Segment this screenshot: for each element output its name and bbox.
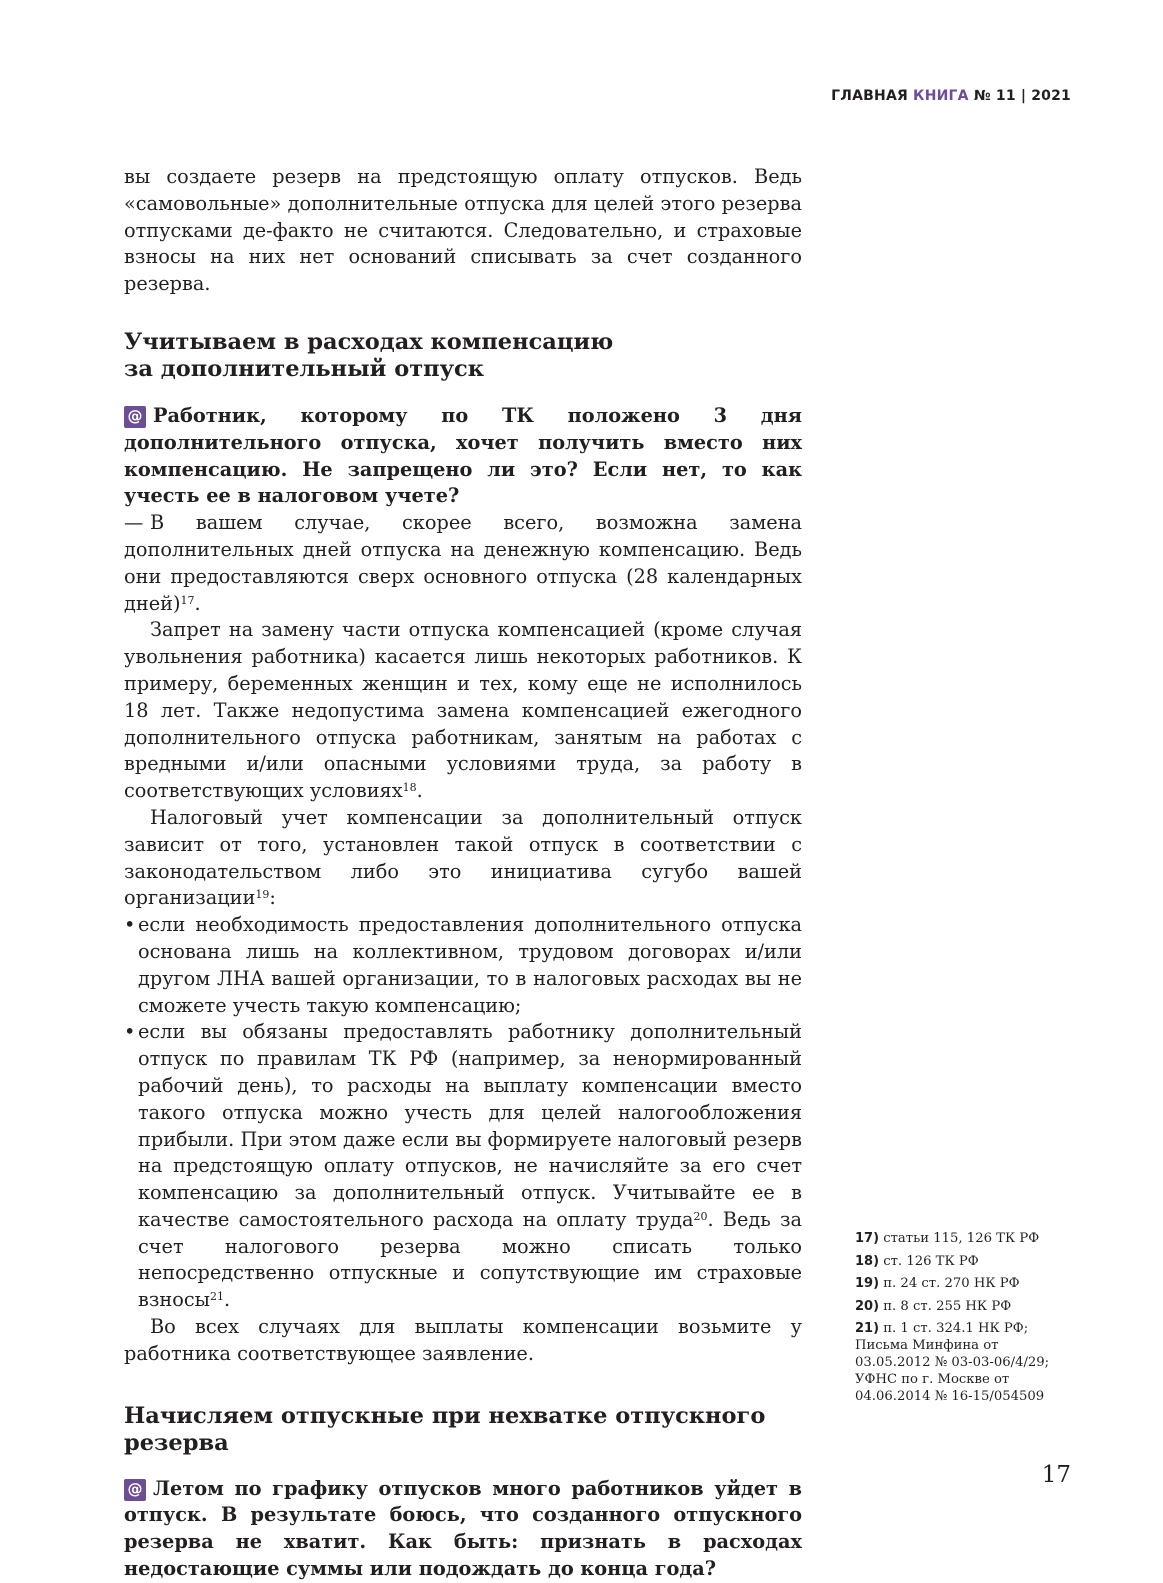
footnote-text: п. 24 ст. 270 НК РФ xyxy=(883,1276,1020,1291)
footnote-number: 19) xyxy=(855,1276,880,1291)
paragraph-2-end: . xyxy=(416,779,423,803)
paragraph-3-end: : xyxy=(269,886,276,910)
section-1-paragraph-3 xyxy=(124,805,802,912)
page-number: 17 xyxy=(1041,1462,1071,1488)
section-2-question xyxy=(124,1476,802,1583)
footnote-20 xyxy=(855,1298,1075,1315)
answer-text: В вашем случае, скорее всего, возможна замена дополнительных дней отпуска на денежную компенсацию. Ведь они предоставляются сверх основного отпуска (28 календарных дней) xyxy=(124,511,802,615)
section-1-answer xyxy=(124,510,802,617)
running-header xyxy=(831,88,1071,104)
section-2-title-line-1: Начисляем отпускные при нехватке отпускного xyxy=(124,1402,766,1429)
bullet-2-text-a: если вы обязаны предоставлять работнику дополнительный отпуск по правилам ТК РФ (например, за ненормированный рабочий день), то расходы на выплату компенсации вместо такого отпуска можно учесть для целей налогообложения прибыли. При этом даже если вы формируете налоговый резерв на предстоящую оплату отпусков, не начисляйте за его счет компенсацию за дополнительный отпуск. Учитывайте ее в качестве самостоятельного расхода на оплату труда xyxy=(138,1020,802,1231)
footnote-ref-20: 20 xyxy=(693,1209,708,1223)
footnote-ref-17: 17 xyxy=(180,593,195,607)
section-2-title-line-2: резерва xyxy=(124,1430,229,1457)
answer-dash: — xyxy=(124,511,144,535)
bullet-item-2 xyxy=(124,1019,802,1314)
section-1-title-line-2: за дополнительный отпуск xyxy=(124,356,484,383)
intro-paragraph: вы создаете резерв на предстоящую оплату отпусков. Ведь «самовольные» дополнительные отпуска для целей этого резерва отпусками де-факто не считаются. Следовательно, и страховые взносы на них нет оснований списывать за счет созданного резерва. xyxy=(124,165,802,296)
footnote-ref-21: 21 xyxy=(209,1290,224,1304)
issue-number: № 11 | 2021 xyxy=(973,88,1071,104)
footnote-ref-18: 18 xyxy=(402,781,417,795)
bullet-item-1: • если необходимость предоставления дополнительного отпуска основана лишь на коллективном, трудовом договорах и/или другом ЛНА вашей организации, то в налоговых расходах вы не сможете учесть такую компенсацию; xyxy=(124,912,802,1019)
section-2-question-text: Летом по графику отпусков много работников уйдет в отпуск. В результате боюсь, что созданного отпускного резерва не хватит. Как быть: признать в расходах недостающие суммы или подождать до конца года? xyxy=(124,1476,802,1581)
footnote-number: 18) xyxy=(855,1253,880,1269)
section-1-paragraph-4: Во всех случаях для выплаты компенсации возьмите у работника соответствующее заявление. xyxy=(124,1315,802,1365)
footnote-18 xyxy=(855,1253,1075,1270)
section-2-title xyxy=(124,1403,802,1458)
footnote-number: 21) xyxy=(855,1321,880,1336)
main-column xyxy=(124,164,802,1583)
paragraph-2-text: Запрет на замену части отпуска компенсацией (кроме случая увольнения работника) касается лишь некоторых работников. К примеру, беременных женщин и тех, кому еще не исполнилось 18 лет. Также недопустима замена компенсацией ежегодного дополнительного отпуска работникам, занятым на работах с вредными и/или опасными условиями труда, за работу в соответствующих условиях xyxy=(124,618,802,803)
footnote-text: статьи 115, 126 ТК РФ xyxy=(883,1231,1040,1246)
footnote-text: ст. 126 ТК РФ xyxy=(883,1253,979,1269)
bullet-2-text-b: . Ведь за счет налогового резерва можно списать только непосредственно отпускные и сопутствующие им страховые взносы xyxy=(138,1207,802,1312)
brand-kniga: КНИГА xyxy=(913,88,969,104)
footnotes-sidebar xyxy=(855,1230,1075,1411)
answer-end: . xyxy=(194,591,201,615)
at-icon: @ xyxy=(124,406,146,428)
footnote-text: п. 8 ст. 255 НК РФ xyxy=(883,1298,1012,1314)
bullet-2-end: . xyxy=(223,1288,231,1312)
brand-glavnaya: ГЛАВНАЯ xyxy=(831,88,908,104)
footnote-17 xyxy=(855,1230,1075,1247)
footnote-number: 20) xyxy=(855,1298,880,1314)
section-1-question-text: Работник, которому по ТК положено 3 дня дополнительного отпуска, хочет получить вместо них компенсацию. Не запрещено ли это? Если нет, то как учесть ее в налоговом учете? xyxy=(124,403,802,508)
at-icon: @ xyxy=(124,1479,146,1501)
footnote-21 xyxy=(855,1320,1075,1405)
footnote-ref-19: 19 xyxy=(255,888,270,902)
section-1-title xyxy=(124,329,802,384)
footnote-text: п. 1 ст. 324.1 НК РФ; Письма Минфина от 03.05.2012 № 03-03-06/4/29; УФНС по г. Москве от 04.06.2014 № 16-15/054509 xyxy=(855,1321,1050,1404)
section-1-paragraph-2 xyxy=(124,617,802,805)
paragraph-3-text: Налоговый учет компенсации за дополнительный отпуск зависит от того, установлен такой отпуск в соответствии с законодательством либо это инициатива сугубо вашей организации xyxy=(124,805,802,910)
section-1-title-line-1: Учитываем в расходах компенсацию xyxy=(124,328,614,355)
section-1-question xyxy=(124,403,802,510)
bullet-list xyxy=(124,912,802,1314)
footnote-number: 17) xyxy=(855,1231,880,1246)
footnote-19 xyxy=(855,1275,1075,1292)
